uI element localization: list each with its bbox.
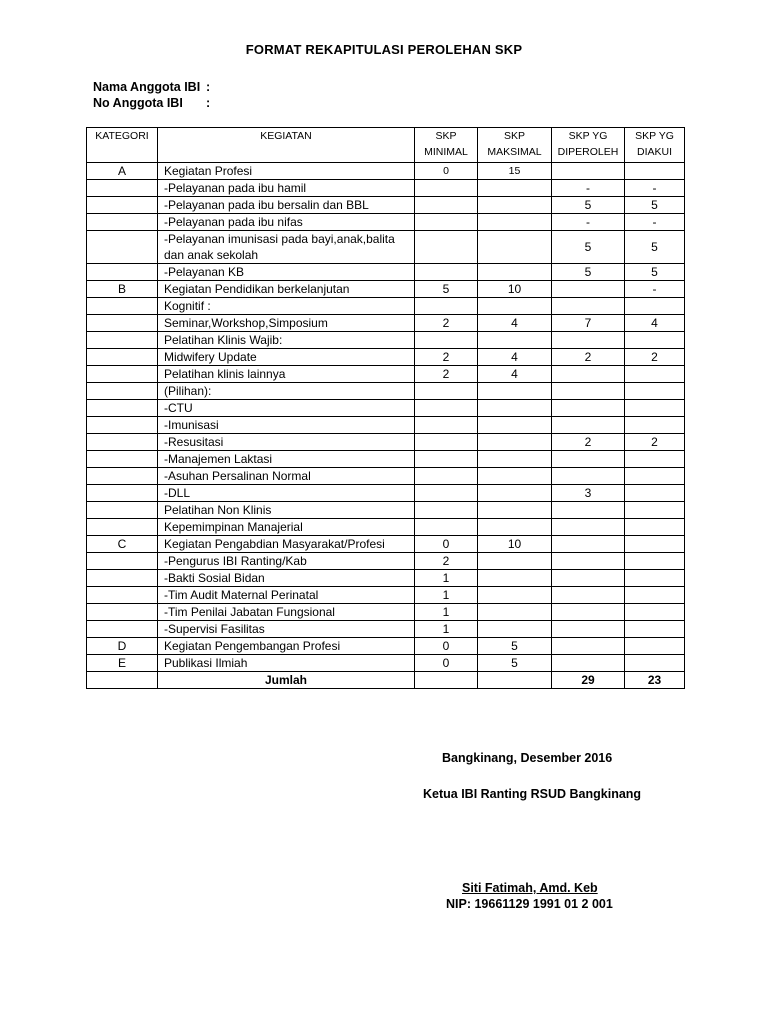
skp-maksimal-cell <box>478 417 552 434</box>
kegiatan-cell: -Asuhan Persalinan Normal <box>158 468 415 485</box>
header-skp-minimal: SKP MINIMAL <box>415 128 478 163</box>
skp-minimal-cell <box>415 197 478 214</box>
skp-minimal-cell: 1 <box>415 621 478 638</box>
kegiatan-cell: Kegiatan Pengabdian Masyarakat/Profesi <box>158 536 415 553</box>
skp-diperoleh-cell <box>552 519 625 536</box>
skp-diakui-cell <box>625 519 685 536</box>
kategori-cell <box>87 519 158 536</box>
kegiatan-cell: Kognitif : <box>158 298 415 315</box>
skp-diperoleh-cell <box>552 332 625 349</box>
kegiatan-cell: Pelatihan Non Klinis <box>158 502 415 519</box>
skp-diperoleh-cell <box>552 298 625 315</box>
kategori-cell <box>87 231 158 264</box>
kategori-cell <box>87 180 158 197</box>
table-row <box>87 638 685 655</box>
skp-minimal-cell: 2 <box>415 349 478 366</box>
skp-diakui-cell: 2 <box>625 349 685 366</box>
member-name-label: Nama Anggota IBI <box>93 80 201 94</box>
skp-minimal-cell <box>415 264 478 281</box>
kegiatan-cell: -Pelayanan pada ibu hamil <box>158 180 415 197</box>
kegiatan-cell: Pelatihan klinis lainnya <box>158 366 415 383</box>
skp-minimal-cell: 0 <box>415 638 478 655</box>
table-row <box>87 553 685 570</box>
skp-diperoleh-cell: 2 <box>552 349 625 366</box>
table-row <box>87 417 685 434</box>
skp-maksimal-cell <box>478 400 552 417</box>
skp-diperoleh-cell: - <box>552 180 625 197</box>
skp-diakui-cell <box>625 451 685 468</box>
table-row <box>87 655 685 672</box>
skp-diakui-cell: 5 <box>625 231 685 264</box>
skp-diperoleh-cell <box>552 655 625 672</box>
skp-minimal-cell: 2 <box>415 553 478 570</box>
skp-diperoleh-cell <box>552 570 625 587</box>
table-row <box>87 621 685 638</box>
skp-minimal-cell <box>415 502 478 519</box>
kategori-cell <box>87 349 158 366</box>
kegiatan-cell: Publikasi Ilmiah <box>158 655 415 672</box>
kegiatan-cell: -Pelayanan pada ibu nifas <box>158 214 415 231</box>
skp-minimal-cell: 5 <box>415 281 478 298</box>
table-row <box>87 536 685 553</box>
skp-maksimal-cell <box>478 621 552 638</box>
skp-recap-table <box>86 127 685 689</box>
skp-diperoleh-cell <box>552 417 625 434</box>
signature-role: Ketua IBI Ranting RSUD Bangkinang <box>423 787 642 801</box>
kegiatan-cell: Kepemimpinan Manajerial <box>158 519 415 536</box>
skp-maksimal-cell <box>478 570 552 587</box>
table-row <box>87 163 685 180</box>
kegiatan-cell: -Pengurus IBI Ranting/Kab <box>158 553 415 570</box>
header-kategori: KATEGORI <box>87 128 158 163</box>
skp-minimal-cell: 1 <box>415 570 478 587</box>
document-title: FORMAT REKAPITULASI PEROLEHAN SKP <box>245 42 523 57</box>
kategori-cell <box>87 417 158 434</box>
total-min-cell <box>415 672 478 689</box>
kategori-cell: B <box>87 281 158 298</box>
table-row <box>87 502 685 519</box>
kegiatan-cell: -Pelayanan pada ibu bersalin dan BBL <box>158 197 415 214</box>
skp-minimal-cell <box>415 485 478 502</box>
total-label: Jumlah <box>158 672 415 689</box>
signature-place-date: Bangkinang, Desember 2016 <box>442 751 613 765</box>
skp-maksimal-cell <box>478 587 552 604</box>
skp-maksimal-cell <box>478 264 552 281</box>
skp-diakui-cell <box>625 536 685 553</box>
skp-diakui-cell <box>625 468 685 485</box>
skp-diakui-cell <box>625 332 685 349</box>
skp-diperoleh-cell <box>552 400 625 417</box>
kategori-cell <box>87 485 158 502</box>
table-row <box>87 485 685 502</box>
kegiatan-cell: -Bakti Sosial Bidan <box>158 570 415 587</box>
total-diperoleh: 29 <box>552 672 625 689</box>
kategori-cell <box>87 553 158 570</box>
kegiatan-cell: -Pelayanan imunisasi pada bayi,anak,balita dan anak sekolah <box>158 231 415 264</box>
header-kegiatan: KEGIATAN <box>158 128 415 163</box>
skp-diperoleh-cell <box>552 502 625 519</box>
skp-minimal-cell <box>415 451 478 468</box>
skp-diakui-cell <box>625 553 685 570</box>
total-row <box>87 672 685 689</box>
kategori-cell <box>87 621 158 638</box>
skp-maksimal-cell <box>478 231 552 264</box>
member-number-label: No Anggota IBI <box>93 96 183 110</box>
table-row <box>87 604 685 621</box>
skp-minimal-cell <box>415 214 478 231</box>
skp-diperoleh-cell: 5 <box>552 264 625 281</box>
skp-diperoleh-cell: 7 <box>552 315 625 332</box>
skp-diperoleh-cell <box>552 587 625 604</box>
table-row <box>87 451 685 468</box>
skp-maksimal-cell <box>478 553 552 570</box>
kategori-cell <box>87 298 158 315</box>
kegiatan-cell: -DLL <box>158 485 415 502</box>
skp-minimal-cell: 1 <box>415 604 478 621</box>
kegiatan-cell: (Pilihan): <box>158 383 415 400</box>
skp-minimal-cell: 1 <box>415 587 478 604</box>
skp-minimal-cell <box>415 383 478 400</box>
kegiatan-cell: Kegiatan Pengembangan Profesi <box>158 638 415 655</box>
skp-minimal-cell <box>415 434 478 451</box>
skp-minimal-cell <box>415 332 478 349</box>
kategori-cell <box>87 570 158 587</box>
skp-maksimal-cell <box>478 197 552 214</box>
skp-maksimal-cell <box>478 468 552 485</box>
skp-diakui-cell <box>625 383 685 400</box>
skp-minimal-cell <box>415 519 478 536</box>
skp-minimal-cell <box>415 417 478 434</box>
kegiatan-cell: -Tim Penilai Jabatan Fungsional <box>158 604 415 621</box>
skp-maksimal-cell <box>478 434 552 451</box>
skp-maksimal-cell <box>478 485 552 502</box>
skp-diakui-cell: 5 <box>625 264 685 281</box>
kategori-cell: C <box>87 536 158 553</box>
skp-diperoleh-cell: - <box>552 214 625 231</box>
table-row <box>87 587 685 604</box>
kategori-cell <box>87 366 158 383</box>
skp-diakui-cell: - <box>625 281 685 298</box>
skp-diperoleh-cell <box>552 468 625 485</box>
skp-diperoleh-cell: 5 <box>552 197 625 214</box>
skp-maksimal-cell: 10 <box>478 281 552 298</box>
kategori-cell <box>87 400 158 417</box>
table-row <box>87 197 685 214</box>
skp-diakui-cell <box>625 298 685 315</box>
table-row <box>87 434 685 451</box>
table-row <box>87 468 685 485</box>
header-skp-diperoleh: SKP YG DIPEROLEH <box>552 128 625 163</box>
skp-diakui-cell <box>625 570 685 587</box>
kategori-cell: D <box>87 638 158 655</box>
skp-diperoleh-cell <box>552 366 625 383</box>
total-max-cell <box>478 672 552 689</box>
kegiatan-cell: -Imunisasi <box>158 417 415 434</box>
kegiatan-cell: -Tim Audit Maternal Perinatal <box>158 587 415 604</box>
kategori-cell <box>87 587 158 604</box>
skp-maksimal-cell <box>478 604 552 621</box>
kategori-cell <box>87 604 158 621</box>
skp-diakui-cell <box>625 621 685 638</box>
skp-maksimal-cell <box>478 502 552 519</box>
table-row <box>87 315 685 332</box>
kategori-cell <box>87 383 158 400</box>
skp-maksimal-cell: 4 <box>478 366 552 383</box>
skp-diakui-cell <box>625 400 685 417</box>
member-number-separator: : <box>206 96 211 110</box>
header-skp-maksimal: SKP MAKSIMAL <box>478 128 552 163</box>
kategori-cell <box>87 315 158 332</box>
table-row <box>87 383 685 400</box>
kegiatan-cell: -Pelayanan KB <box>158 264 415 281</box>
skp-maksimal-cell <box>478 298 552 315</box>
kegiatan-cell: -CTU <box>158 400 415 417</box>
total-kategori-cell <box>87 672 158 689</box>
skp-minimal-cell: 0 <box>415 536 478 553</box>
kegiatan-cell: Pelatihan Klinis Wajib: <box>158 332 415 349</box>
table-row <box>87 214 685 231</box>
table-row <box>87 332 685 349</box>
table-row <box>87 264 685 281</box>
table-row <box>87 231 685 264</box>
kategori-cell <box>87 434 158 451</box>
member-number-line <box>93 96 210 110</box>
table-body <box>87 163 685 672</box>
skp-maksimal-cell <box>478 214 552 231</box>
kategori-cell <box>87 502 158 519</box>
skp-maksimal-cell <box>478 451 552 468</box>
skp-diakui-cell: 5 <box>625 197 685 214</box>
skp-minimal-cell <box>415 180 478 197</box>
skp-diperoleh-cell: 3 <box>552 485 625 502</box>
skp-diperoleh-cell <box>552 163 625 180</box>
skp-diakui-cell <box>625 655 685 672</box>
kegiatan-cell: -Supervisi Fasilitas <box>158 621 415 638</box>
skp-maksimal-cell: 5 <box>478 638 552 655</box>
kegiatan-cell: -Resusitasi <box>158 434 415 451</box>
table-row <box>87 570 685 587</box>
kegiatan-cell: Midwifery Update <box>158 349 415 366</box>
kategori-cell: A <box>87 163 158 180</box>
skp-diperoleh-cell <box>552 383 625 400</box>
header-skp-diakui: SKP YG DIAKUI <box>625 128 685 163</box>
skp-diperoleh-cell <box>552 553 625 570</box>
skp-diakui-cell: 4 <box>625 315 685 332</box>
signature-nip: NIP: 19661129 1991 01 2 001 <box>446 897 613 911</box>
skp-maksimal-cell <box>478 383 552 400</box>
skp-diakui-cell <box>625 163 685 180</box>
skp-minimal-cell: 0 <box>415 655 478 672</box>
skp-maksimal-cell: 10 <box>478 536 552 553</box>
skp-diakui-cell <box>625 485 685 502</box>
kegiatan-cell: Kegiatan Profesi <box>158 163 415 180</box>
table-row <box>87 366 685 383</box>
skp-maksimal-cell <box>478 332 552 349</box>
skp-maksimal-cell: 4 <box>478 349 552 366</box>
skp-diakui-cell <box>625 417 685 434</box>
table-row <box>87 400 685 417</box>
kategori-cell <box>87 332 158 349</box>
total-diakui: 23 <box>625 672 685 689</box>
table-header-row <box>87 128 685 163</box>
skp-diakui-cell: - <box>625 180 685 197</box>
kategori-cell <box>87 451 158 468</box>
skp-diakui-cell <box>625 366 685 383</box>
table-row <box>87 519 685 536</box>
table-row <box>87 180 685 197</box>
skp-minimal-cell: 2 <box>415 366 478 383</box>
skp-diakui-cell <box>625 587 685 604</box>
skp-diakui-cell <box>625 638 685 655</box>
skp-minimal-cell: 2 <box>415 315 478 332</box>
kegiatan-cell: -Manajemen Laktasi <box>158 451 415 468</box>
kegiatan-cell: Seminar,Workshop,Simposium <box>158 315 415 332</box>
skp-diakui-cell <box>625 502 685 519</box>
skp-diakui-cell: 2 <box>625 434 685 451</box>
skp-minimal-cell <box>415 298 478 315</box>
skp-minimal-cell <box>415 400 478 417</box>
skp-minimal-cell <box>415 231 478 264</box>
kategori-cell <box>87 214 158 231</box>
kategori-cell <box>87 197 158 214</box>
skp-diperoleh-cell <box>552 281 625 298</box>
kategori-cell: E <box>87 655 158 672</box>
skp-maksimal-cell: 15 <box>478 163 552 180</box>
skp-diperoleh-cell: 5 <box>552 231 625 264</box>
kegiatan-cell: Kegiatan Pendidikan berkelanjutan <box>158 281 415 298</box>
skp-diperoleh-cell <box>552 621 625 638</box>
skp-maksimal-cell <box>478 180 552 197</box>
table-row <box>87 281 685 298</box>
skp-minimal-cell <box>415 468 478 485</box>
skp-diperoleh-cell <box>552 536 625 553</box>
skp-diperoleh-cell <box>552 451 625 468</box>
table-row <box>87 349 685 366</box>
skp-diperoleh-cell: 2 <box>552 434 625 451</box>
skp-minimal-cell: 0 <box>415 163 478 180</box>
skp-diakui-cell <box>625 604 685 621</box>
signature-name: Siti Fatimah, Amd. Keb <box>462 881 598 895</box>
skp-maksimal-cell: 5 <box>478 655 552 672</box>
member-name-line <box>93 80 210 94</box>
kategori-cell <box>87 264 158 281</box>
skp-diperoleh-cell <box>552 604 625 621</box>
skp-diakui-cell: - <box>625 214 685 231</box>
table-row <box>87 298 685 315</box>
kategori-cell <box>87 468 158 485</box>
skp-maksimal-cell <box>478 519 552 536</box>
skp-maksimal-cell: 4 <box>478 315 552 332</box>
member-name-separator: : <box>206 80 211 94</box>
skp-diperoleh-cell <box>552 638 625 655</box>
